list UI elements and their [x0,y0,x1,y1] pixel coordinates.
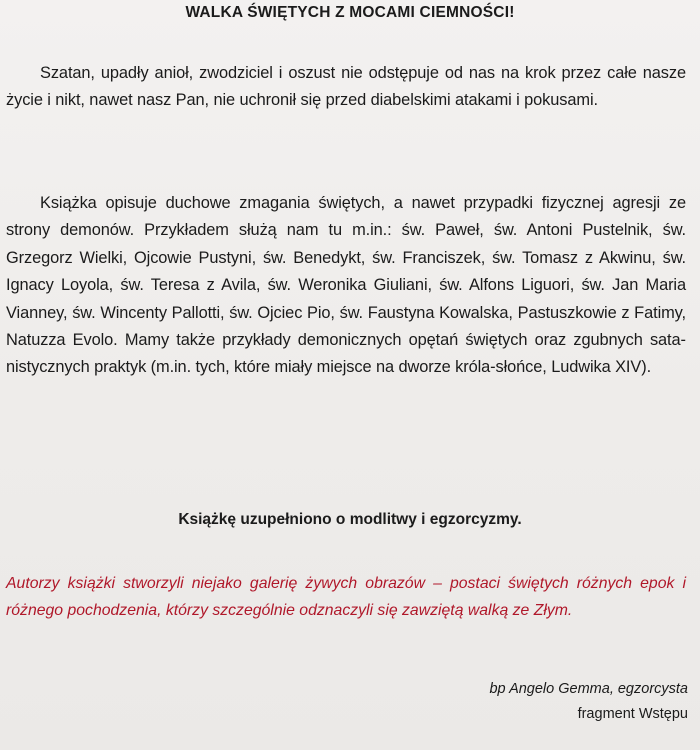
intro-paragraph: Szatan, upadły anioł, zwodziciel i oszust nie odstępuje od nas na krok przez całe nasze życie i nikt, nawet nasz Pan, nie uchronił się przed diabelskimi atakami i pokusami. [6,64,686,110]
supplement-heading: Książkę uzupełniono o modlitwy i egzorcyzmy. [178,511,522,528]
signature-author: bp Angelo Gemma, egzorcysta [489,681,688,697]
description-paragraph: Książka opisuje duchowe zmagania świętych, a nawet przypadki fizycznej agresji ze strony demonów. Przykładem służą nam tu m.in.: św. Paweł, św. Antoni Pustelnik, św. Grzegorz Wielki, Ojcowie Pustyni, św. Benedykt, św. Franciszek, św. Tomasz z Akwinu, św. Ignacy Loyola, św. Teresa z Avila, św. Weronika Giuliani, św. Alfons Liguori, św. Jan Maria Vianney, św. Wincenty Pallotti, św. Ojciec Pio, św. Faustyna Kowalska, Pastuszkowie z Fatimy, Natuzza Evolo. Mamy także przykłady demonicznych opętań świętych oraz zgubnych satanistycznych praktyk (m.in. tych, które miały miejsce na dworze króla-słońce, Ludwika XIV). [6,194,686,377]
quote-paragraph: Autorzy książki stworzyli niejako galerię żywych obrazów – postaci świętych różnych epok i różnego pochodzenia, którzy szczególnie odznaczyli się zawziętą walką ze Złym. [6,575,686,619]
signature-source: fragment Wstępu [577,706,688,722]
document-title: WALKA ŚWIĘTYCH Z MOCAMI CIEMNOŚCI! [185,4,515,21]
